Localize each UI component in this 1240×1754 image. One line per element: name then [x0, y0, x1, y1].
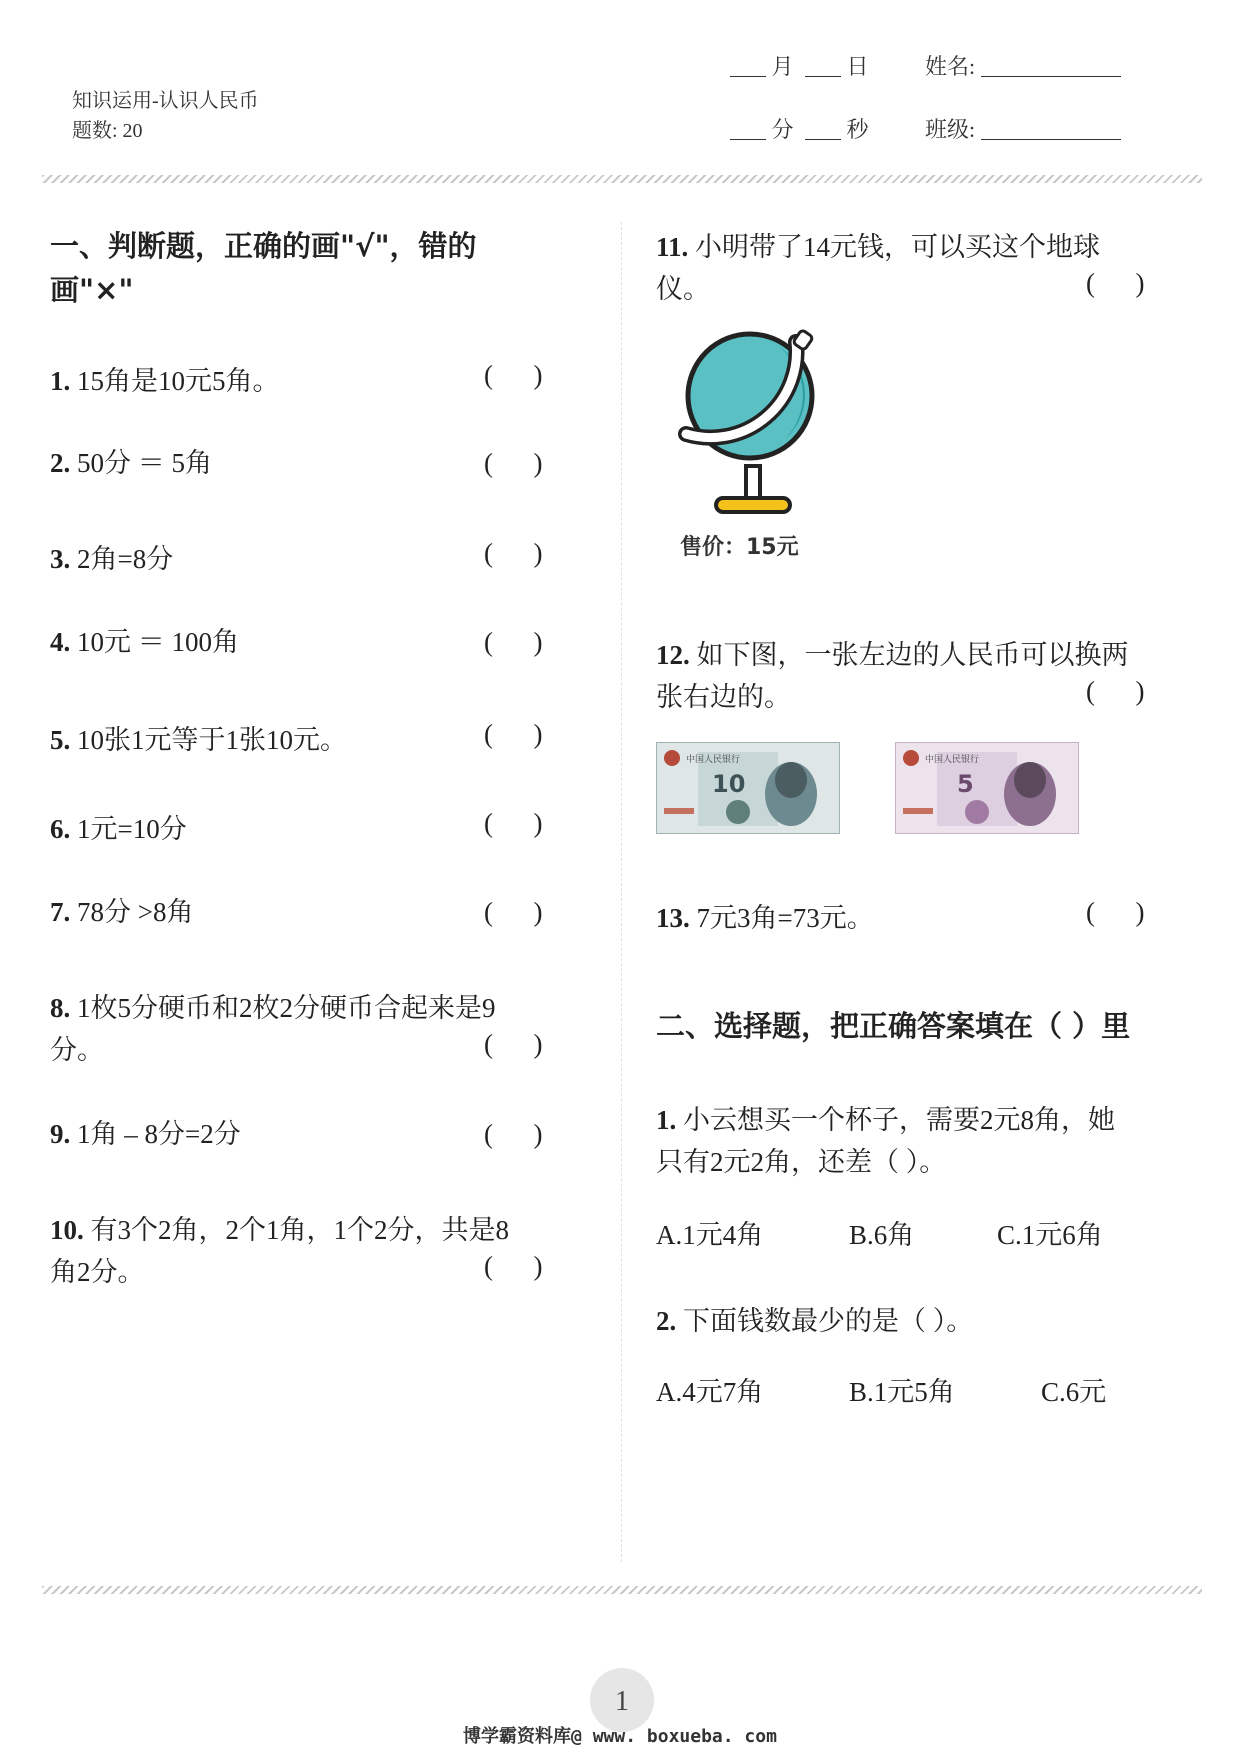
day-blank[interactable] [805, 56, 841, 77]
name-label: 姓名: [925, 54, 976, 79]
answer-paren-3[interactable]: ( ) [484, 538, 543, 568]
class-label: 班级: [925, 117, 976, 142]
name-row [925, 50, 1121, 81]
choice-1-option-a[interactable]: A.1元4角 [656, 1220, 764, 1250]
tf-question-6: 6. 1元=10分 [50, 814, 187, 844]
tf-question-12: 12. 如下图，一张左边的人民币可以换两 张右边的。 [656, 640, 1129, 712]
month-label: 月 [771, 54, 794, 79]
column-divider [621, 222, 622, 1562]
tf-question-2: 2. 50分 ＝ 5角 [50, 448, 212, 478]
section2-title: 二、选择题，把正确答案填在（ ）里 [656, 1009, 1131, 1043]
ten-note-value: 10 [712, 770, 746, 798]
footer-source: 博学霸资料库@ www. boxueba. com [463, 1726, 777, 1747]
minute-blank[interactable] [730, 119, 766, 140]
name-blank[interactable] [981, 56, 1121, 77]
day-label: 日 [846, 54, 869, 79]
answer-paren-10[interactable]: ( ) [484, 1251, 543, 1281]
second-label: 秒 [846, 117, 869, 142]
date-row [730, 50, 869, 81]
worksheet-header-info [72, 86, 259, 146]
tf-question-13: 13. 7元3角=73元。 [656, 903, 874, 933]
page-number: 1 [590, 1668, 654, 1732]
answer-paren-6[interactable]: ( ) [484, 808, 543, 838]
tf-question-9: 9. 1角 – 8分=2分 [50, 1119, 241, 1149]
choice-2-option-c[interactable]: C.6元 [1041, 1377, 1107, 1407]
tf-question-11: 11. 小明带了14元钱，可以买这个地球 仪。 [656, 232, 1101, 304]
five-note-value: 5 [957, 770, 974, 798]
bottom-divider [42, 1586, 1202, 1594]
choice-question-2: 2. 下面钱数最少的是（ ）。 [656, 1306, 974, 1336]
class-blank[interactable] [981, 119, 1121, 140]
section1-title: 一、判断题，正确的画"√"，错的 画"×" [50, 229, 477, 307]
globe-price-label: 售价：15元 [680, 535, 799, 560]
answer-paren-11[interactable]: ( ) [1086, 268, 1145, 298]
answer-paren-9[interactable]: ( ) [484, 1119, 543, 1149]
choice-1-option-c[interactable]: C.1元6角 [997, 1220, 1103, 1250]
month-blank[interactable] [730, 56, 766, 77]
second-blank[interactable] [805, 119, 841, 140]
five-yuan-note-image [895, 742, 1079, 834]
answer-paren-1[interactable]: ( ) [484, 360, 543, 390]
globe-image [668, 326, 838, 526]
answer-paren-7[interactable]: ( ) [484, 897, 543, 927]
ten-note-bank-text: 中国人民银行 [686, 755, 741, 765]
tf-question-10: 10. 有3个2角，2个1角，1个2分，共是8 角2分。 [50, 1215, 509, 1287]
worksheet-title: 知识运用-认识人民币 [72, 90, 259, 112]
tf-question-7: 7. 78分 >8角 [50, 897, 194, 927]
top-divider [42, 175, 1202, 183]
answer-paren-12[interactable]: ( ) [1086, 676, 1145, 706]
answer-paren-4[interactable]: ( ) [484, 627, 543, 657]
choice-question-1: 1. 小云想买一个杯子，需要2元8角，她 只有2元2角，还差（ ）。 [656, 1105, 1115, 1177]
answer-paren-2[interactable]: ( ) [484, 448, 543, 478]
tf-question-4: 4. 10元 ＝ 100角 [50, 627, 239, 657]
choice-1-option-b[interactable]: B.6角 [849, 1220, 915, 1250]
class-row [925, 113, 1121, 144]
choice-2-option-b[interactable]: B.1元5角 [849, 1377, 955, 1407]
answer-paren-5[interactable]: ( ) [484, 719, 543, 749]
answer-paren-13[interactable]: ( ) [1086, 897, 1145, 927]
tf-question-1: 1. 15角是10元5角。 [50, 366, 280, 396]
tf-question-8: 8. 1枚5分硬币和2枚2分硬币合起来是9 分。 [50, 993, 496, 1065]
tf-question-5: 5. 10张1元等于1张10元。 [50, 725, 347, 755]
time-row [730, 113, 869, 144]
answer-paren-8[interactable]: ( ) [484, 1029, 543, 1059]
five-note-bank-text: 中国人民银行 [925, 755, 980, 765]
tf-question-3: 3. 2角=8分 [50, 544, 174, 574]
choice-2-option-a[interactable]: A.4元7角 [656, 1377, 764, 1407]
minute-label: 分 [771, 117, 794, 142]
question-count: 题数: 20 [72, 120, 143, 142]
ten-yuan-note-image [656, 742, 840, 834]
